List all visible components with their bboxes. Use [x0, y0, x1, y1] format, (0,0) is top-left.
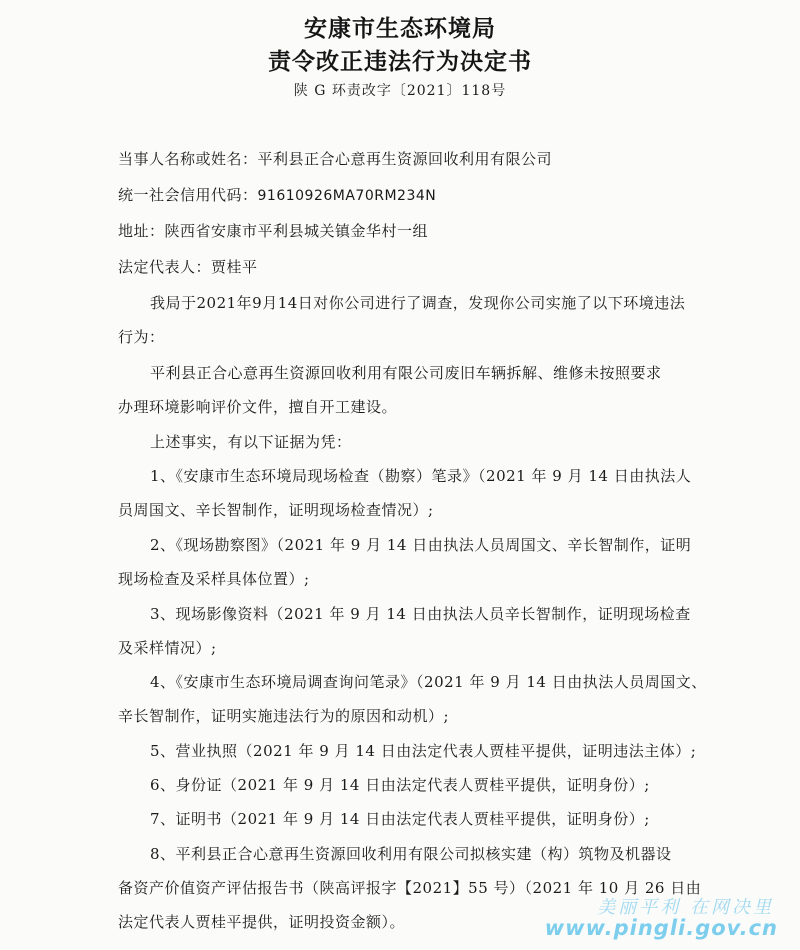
issuing-authority: 安康市生态环境局: [304, 16, 496, 42]
evidence-6: 6、身份证（2021 年 9 月 14 日由法定代表人贾桂平提供，证明身份）;: [150, 776, 650, 794]
evidence-1-line-2: 员周国文、辛长智制作，证明现场检查情况）;: [118, 501, 434, 519]
document-number: 陕 G 环责改字〔2021〕118号: [293, 83, 507, 99]
violation-line-2: 办理环境影响评价文件，擅自开工建设。: [118, 398, 398, 416]
evidence-3-line-1: 3、现场影像资料（2021 年 9 月 14 日由执法人员辛长智制作，证明现场检查: [150, 605, 691, 623]
watermark-site: www.pingli.gov.cn: [544, 916, 778, 940]
address-value: 陕西省安康市平利县城关镇金华村一组: [164, 222, 429, 240]
credit-code-row: [118, 184, 436, 205]
party-name-label: 当事人名称或姓名：: [118, 150, 258, 168]
party-name-value: 平利县正合心意再生资源回收利用有限公司: [257, 150, 553, 168]
address-row: [118, 220, 428, 241]
evidence-2-line-2: 现场检查及采样具体位置）;: [118, 570, 310, 588]
evidence-7: 7、证明书（2021 年 9 月 14 日由法定代表人贾桂平提供，证明身份）;: [150, 810, 650, 828]
evidence-3-line-2: 及采样情况）;: [118, 639, 217, 657]
evidence-8-line-1: 8、平利县正合心意再生资源回收利用有限公司拟核实建（构）筑物及机器设: [150, 845, 672, 863]
evidence-1-line-1: 1、《安康市生态环境局现场检查（勘察）笔录》（2021 年 9 月 14 日由执法人: [150, 467, 692, 485]
evidence-2-line-1: 2、《现场勘察图》（2021 年 9 月 14 日由执法人员周国文、辛长智制作，证明: [150, 536, 692, 554]
watermark-slogan: 美丽平利 在网决里: [597, 897, 774, 918]
legal-rep-label: 法定代表人：: [118, 258, 212, 276]
evidence-heading: 上述事实，有以下证据为凭：: [150, 433, 352, 451]
address-label: 地址：: [118, 222, 165, 240]
evidence-5: 5、营业执照（2021 年 9 月 14 日由法定代表人贾桂平提供，证明违法主体）;: [150, 742, 697, 760]
evidence-4-line-2: 辛长智制作，证明实施违法行为的原因和动机）;: [118, 707, 450, 725]
intro-line-1: 我局于2021年9月14日对你公司进行了调查，发现你公司实施了以下环境违法: [150, 294, 686, 312]
evidence-8-line-3: 法定代表人贾桂平提供，证明投资金额）。: [118, 913, 406, 931]
party-name-row: [118, 148, 552, 169]
legal-rep-row: [118, 256, 258, 277]
evidence-4-line-1: 4、《安康市生态环境局调查询问笔录》（2021 年 9 月 14 日由执法人员周国文、: [150, 673, 707, 691]
legal-rep-value: 贾桂平: [211, 258, 258, 276]
document-title: 责令改正违法行为决定书: [268, 49, 532, 75]
evidence-8-line-2: 备资产价值资产评估报告书（陕高评报字【2021】55 号）（2021 年 10 月 26 日由: [118, 879, 702, 897]
intro-line-2: 行为：: [118, 328, 165, 346]
credit-code-value: 91610926MA70RM234N: [257, 188, 437, 204]
violation-line-1: 平利县正合心意再生资源回收利用有限公司废旧车辆拆解、维修未按照要求: [150, 364, 662, 382]
credit-code-label: 统一社会信用代码：: [118, 186, 258, 204]
